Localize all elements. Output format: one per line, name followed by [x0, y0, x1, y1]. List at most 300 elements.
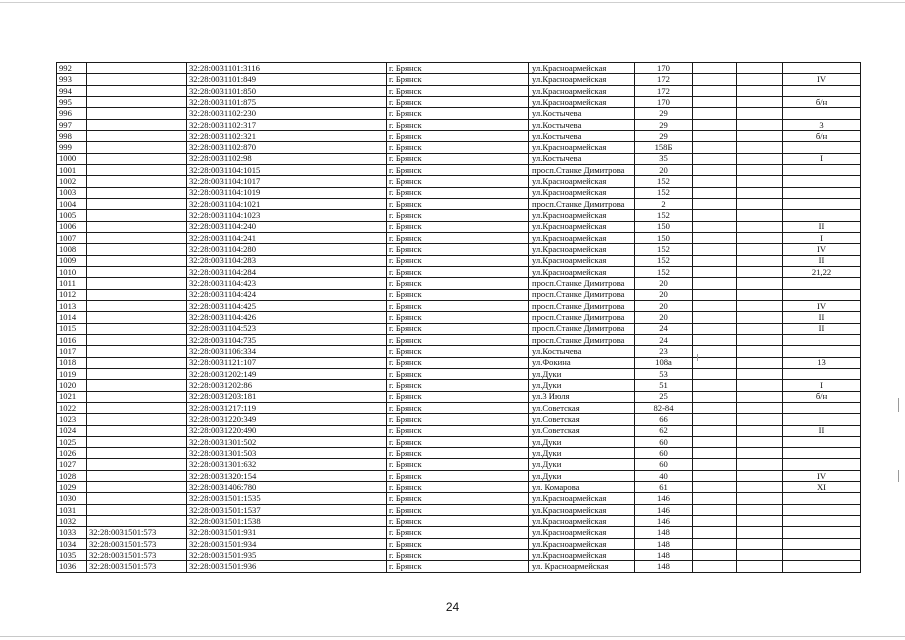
row-number-cell: 1036	[57, 561, 87, 572]
parent-cadastral-cell	[87, 368, 187, 379]
city-cell: г. Брянск	[387, 108, 529, 119]
house-number-cell: 148	[635, 527, 693, 538]
scan-mark	[898, 470, 899, 482]
table-row	[57, 74, 861, 85]
city-cell: г. Брянск	[387, 380, 529, 391]
city-cell: г. Брянск	[387, 221, 529, 232]
street-cell: ул.Дуки	[529, 459, 635, 470]
city-cell: г. Брянск	[387, 414, 529, 425]
empty-cell	[693, 561, 737, 572]
empty-cell	[737, 482, 783, 493]
room-number-cell	[783, 63, 861, 74]
house-number-cell: 62	[635, 425, 693, 436]
empty-cell	[693, 459, 737, 470]
empty-cell	[737, 198, 783, 209]
row-number-cell: 1006	[57, 221, 87, 232]
city-cell: г. Брянск	[387, 346, 529, 357]
empty-cell	[737, 504, 783, 515]
city-cell: г. Брянск	[387, 516, 529, 527]
cadastral-number-cell: 32:28:0031101:850	[187, 85, 387, 96]
city-cell: г. Брянск	[387, 323, 529, 334]
cadastral-number-cell: 32:28:0031203:181	[187, 391, 387, 402]
city-cell: г. Брянск	[387, 289, 529, 300]
city-cell: г. Брянск	[387, 493, 529, 504]
parent-cadastral-cell	[87, 198, 187, 209]
empty-cell	[693, 266, 737, 277]
empty-cell	[737, 323, 783, 334]
row-number-cell: 992	[57, 63, 87, 74]
city-cell: г. Брянск	[387, 425, 529, 436]
table-row	[57, 210, 861, 221]
parent-cadastral-cell	[87, 391, 187, 402]
row-number-cell: 1024	[57, 425, 87, 436]
empty-cell	[737, 346, 783, 357]
street-cell: ул.Костычева	[529, 346, 635, 357]
street-cell: ул.Дуки	[529, 448, 635, 459]
parent-cadastral-cell	[87, 244, 187, 255]
row-number-cell: 1001	[57, 164, 87, 175]
house-number-cell: 108а	[635, 357, 693, 368]
parent-cadastral-cell: 32:28:0031501:573	[87, 550, 187, 561]
table-row	[57, 130, 861, 141]
street-cell: ул.Дуки	[529, 470, 635, 481]
room-number-cell	[783, 368, 861, 379]
table-row	[57, 119, 861, 130]
room-number-cell	[783, 516, 861, 527]
table-row	[57, 176, 861, 187]
cadastral-number-cell: 32:28:0031101:849	[187, 74, 387, 85]
table-row	[57, 448, 861, 459]
table-row	[57, 357, 861, 368]
cadastral-number-cell: 32:28:0031106:334	[187, 346, 387, 357]
house-number-cell: 60	[635, 436, 693, 447]
cadastral-number-cell: 32:28:0031101:875	[187, 96, 387, 107]
house-number-cell: 152	[635, 255, 693, 266]
house-number-cell: 172	[635, 85, 693, 96]
cadastral-number-cell: 32:28:0031102:870	[187, 142, 387, 153]
row-number-cell: 1021	[57, 391, 87, 402]
room-number-cell	[783, 493, 861, 504]
city-cell: г. Брянск	[387, 459, 529, 470]
empty-cell	[693, 130, 737, 141]
room-number-cell	[783, 108, 861, 119]
cadastral-number-cell: 32:28:0031102:98	[187, 153, 387, 164]
parent-cadastral-cell	[87, 470, 187, 481]
empty-cell	[737, 119, 783, 130]
empty-cell	[693, 504, 737, 515]
row-number-cell: 1029	[57, 482, 87, 493]
empty-cell	[737, 425, 783, 436]
table-row	[57, 482, 861, 493]
house-number-cell: 148	[635, 550, 693, 561]
house-number-cell: 24	[635, 334, 693, 345]
house-number-cell: 60	[635, 448, 693, 459]
room-number-cell: 3	[783, 119, 861, 130]
cadastral-number-cell: 32:28:0031104:735	[187, 334, 387, 345]
city-cell: г. Брянск	[387, 312, 529, 323]
parent-cadastral-cell	[87, 516, 187, 527]
parent-cadastral-cell	[87, 266, 187, 277]
house-number-cell: 24	[635, 323, 693, 334]
street-cell: ул.Красноармейская	[529, 244, 635, 255]
table-row	[57, 414, 861, 425]
room-number-cell	[783, 198, 861, 209]
cadastral-number-cell: 32:28:0031104:241	[187, 232, 387, 243]
city-cell: г. Брянск	[387, 85, 529, 96]
row-number-cell: 998	[57, 130, 87, 141]
row-number-cell: 1031	[57, 504, 87, 515]
table-row	[57, 289, 861, 300]
cadastral-number-cell: 32:28:0031104:423	[187, 278, 387, 289]
row-number-cell: 1000	[57, 153, 87, 164]
row-number-cell: 1010	[57, 266, 87, 277]
empty-cell	[693, 164, 737, 175]
room-number-cell	[783, 402, 861, 413]
row-number-cell: 1028	[57, 470, 87, 481]
empty-cell	[693, 368, 737, 379]
table-row	[57, 108, 861, 119]
street-cell: ул. Красноармейская	[529, 561, 635, 572]
row-number-cell: 1011	[57, 278, 87, 289]
empty-cell	[693, 357, 737, 368]
room-number-cell	[783, 85, 861, 96]
room-number-cell	[783, 278, 861, 289]
city-cell: г. Брянск	[387, 130, 529, 141]
city-cell: г. Брянск	[387, 550, 529, 561]
empty-cell	[693, 346, 737, 357]
row-number-cell: 997	[57, 119, 87, 130]
street-cell: ул.Красноармейская	[529, 232, 635, 243]
house-number-cell: 29	[635, 108, 693, 119]
house-number-cell: 29	[635, 130, 693, 141]
house-number-cell: 150	[635, 221, 693, 232]
cadastral-number-cell: 32:28:0031501:931	[187, 527, 387, 538]
parent-cadastral-cell: 32:28:0031501:573	[87, 561, 187, 572]
room-number-cell	[783, 459, 861, 470]
city-cell: г. Брянск	[387, 334, 529, 345]
house-number-cell: 152	[635, 176, 693, 187]
row-number-cell: 1017	[57, 346, 87, 357]
empty-cell	[693, 402, 737, 413]
city-cell: г. Брянск	[387, 142, 529, 153]
empty-cell	[693, 312, 737, 323]
table-row	[57, 504, 861, 515]
street-cell: ул.Красноармейская	[529, 74, 635, 85]
empty-cell	[693, 538, 737, 549]
row-number-cell: 1030	[57, 493, 87, 504]
street-cell: ул.Костычева	[529, 119, 635, 130]
empty-cell	[737, 436, 783, 447]
cadastral-number-cell: 32:28:0031104:1019	[187, 187, 387, 198]
table-row	[57, 538, 861, 549]
table-row	[57, 391, 861, 402]
house-number-cell: 152	[635, 187, 693, 198]
house-number-cell: 146	[635, 493, 693, 504]
city-cell: г. Брянск	[387, 402, 529, 413]
house-number-cell: 152	[635, 266, 693, 277]
scan-mark	[898, 398, 899, 412]
empty-cell	[693, 255, 737, 266]
parent-cadastral-cell	[87, 425, 187, 436]
parent-cadastral-cell	[87, 448, 187, 459]
parent-cadastral-cell	[87, 414, 187, 425]
cadastral-number-cell: 32:28:0031301:632	[187, 459, 387, 470]
house-number-cell: 40	[635, 470, 693, 481]
cadastral-number-cell: 32:28:0031501:1537	[187, 504, 387, 515]
room-number-cell	[783, 414, 861, 425]
cadastral-number-cell: 32:28:0031104:1015	[187, 164, 387, 175]
house-number-cell: 146	[635, 504, 693, 515]
cadastral-number-cell: 32:28:0031202:86	[187, 380, 387, 391]
row-number-cell: 1027	[57, 459, 87, 470]
room-number-cell	[783, 142, 861, 153]
street-cell: ул.Красноармейская	[529, 538, 635, 549]
house-number-cell: 2	[635, 198, 693, 209]
empty-cell	[737, 130, 783, 141]
cadastral-number-cell: 32:28:0031102:317	[187, 119, 387, 130]
house-number-cell: 20	[635, 300, 693, 311]
room-number-cell: б/н	[783, 391, 861, 402]
city-cell: г. Брянск	[387, 278, 529, 289]
house-number-cell: 82-84	[635, 402, 693, 413]
table-row	[57, 402, 861, 413]
room-number-cell: I	[783, 232, 861, 243]
room-number-cell: IV	[783, 300, 861, 311]
city-cell: г. Брянск	[387, 63, 529, 74]
house-number-cell: 25	[635, 391, 693, 402]
table-row	[57, 527, 861, 538]
table-row	[57, 380, 861, 391]
empty-cell	[737, 357, 783, 368]
empty-cell	[737, 448, 783, 459]
empty-cell	[737, 63, 783, 74]
room-number-cell	[783, 504, 861, 515]
empty-cell	[737, 380, 783, 391]
parent-cadastral-cell	[87, 63, 187, 74]
city-cell: г. Брянск	[387, 266, 529, 277]
empty-cell	[737, 550, 783, 561]
row-number-cell: 1016	[57, 334, 87, 345]
row-number-cell: 1025	[57, 436, 87, 447]
empty-cell	[693, 63, 737, 74]
scan-mark	[697, 354, 698, 361]
empty-cell	[737, 334, 783, 345]
empty-cell	[737, 459, 783, 470]
empty-cell	[693, 85, 737, 96]
room-number-cell	[783, 176, 861, 187]
empty-cell	[693, 198, 737, 209]
street-cell: ул.Костычева	[529, 108, 635, 119]
street-cell: ул.Советская	[529, 425, 635, 436]
street-cell: ул.Красноармейская	[529, 255, 635, 266]
empty-cell	[737, 391, 783, 402]
empty-cell	[693, 74, 737, 85]
table-row	[57, 266, 861, 277]
cadastral-number-cell: 32:28:0031101:3116	[187, 63, 387, 74]
empty-cell	[737, 210, 783, 221]
house-number-cell: 53	[635, 368, 693, 379]
empty-cell	[693, 527, 737, 538]
room-number-cell: I	[783, 380, 861, 391]
city-cell: г. Брянск	[387, 96, 529, 107]
empty-cell	[693, 323, 737, 334]
city-cell: г. Брянск	[387, 164, 529, 175]
street-cell: просп.Станке Димитрова	[529, 289, 635, 300]
empty-cell	[737, 402, 783, 413]
empty-cell	[737, 153, 783, 164]
empty-cell	[737, 176, 783, 187]
street-cell: ул.Красноармейская	[529, 96, 635, 107]
table-row	[57, 232, 861, 243]
empty-cell	[693, 142, 737, 153]
street-cell: ул.Дуки	[529, 436, 635, 447]
table-row	[57, 142, 861, 153]
street-cell: ул.Красноармейская	[529, 527, 635, 538]
house-number-cell: 20	[635, 164, 693, 175]
room-number-cell	[783, 187, 861, 198]
street-cell: ул.Красноармейская	[529, 142, 635, 153]
empty-cell	[737, 164, 783, 175]
cadastral-number-cell: 32:28:0031104:425	[187, 300, 387, 311]
room-number-cell	[783, 561, 861, 572]
room-number-cell: II	[783, 323, 861, 334]
empty-cell	[693, 493, 737, 504]
room-number-cell: б/н	[783, 96, 861, 107]
cadastral-number-cell: 32:28:0031406:780	[187, 482, 387, 493]
street-cell: ул.3 Июля	[529, 391, 635, 402]
cadastral-number-cell: 32:28:0031301:503	[187, 448, 387, 459]
street-cell: ул.Советская	[529, 414, 635, 425]
room-number-cell	[783, 164, 861, 175]
house-number-cell: 146	[635, 516, 693, 527]
room-number-cell	[783, 550, 861, 561]
city-cell: г. Брянск	[387, 470, 529, 481]
empty-cell	[737, 516, 783, 527]
empty-cell	[737, 74, 783, 85]
house-number-cell: 66	[635, 414, 693, 425]
row-number-cell: 1023	[57, 414, 87, 425]
house-number-cell: 20	[635, 278, 693, 289]
parent-cadastral-cell	[87, 312, 187, 323]
empty-cell	[693, 176, 737, 187]
parent-cadastral-cell	[87, 187, 187, 198]
empty-cell	[737, 538, 783, 549]
cadastral-number-cell: 32:28:0031501:935	[187, 550, 387, 561]
empty-cell	[737, 289, 783, 300]
cadastral-number-cell: 32:28:0031104:1021	[187, 198, 387, 209]
parent-cadastral-cell	[87, 357, 187, 368]
empty-cell	[693, 391, 737, 402]
room-number-cell	[783, 538, 861, 549]
parent-cadastral-cell	[87, 142, 187, 153]
house-number-cell: 150	[635, 232, 693, 243]
empty-cell	[737, 96, 783, 107]
parent-cadastral-cell	[87, 210, 187, 221]
table-row	[57, 255, 861, 266]
table-row	[57, 187, 861, 198]
empty-cell	[693, 300, 737, 311]
table-row	[57, 334, 861, 345]
empty-cell	[693, 278, 737, 289]
table-row	[57, 425, 861, 436]
page-bottom-edge	[0, 636, 905, 637]
house-number-cell: 20	[635, 312, 693, 323]
room-number-cell: II	[783, 312, 861, 323]
city-cell: г. Брянск	[387, 153, 529, 164]
house-number-cell: 158Б	[635, 142, 693, 153]
table-row	[57, 164, 861, 175]
empty-cell	[737, 527, 783, 538]
street-cell: ул.Костычева	[529, 153, 635, 164]
row-number-cell: 1005	[57, 210, 87, 221]
cadastral-number-cell: 32:28:0031104:523	[187, 323, 387, 334]
house-number-cell: 170	[635, 96, 693, 107]
table-row	[57, 85, 861, 96]
parent-cadastral-cell	[87, 119, 187, 130]
room-number-cell: IV	[783, 74, 861, 85]
row-number-cell: 1013	[57, 300, 87, 311]
parent-cadastral-cell	[87, 334, 187, 345]
page-number: 24	[445, 600, 460, 614]
table-body	[57, 63, 861, 573]
cadastral-number-cell: 32:28:0031501:1538	[187, 516, 387, 527]
table-row	[57, 312, 861, 323]
empty-cell	[693, 119, 737, 130]
empty-cell	[737, 493, 783, 504]
parent-cadastral-cell	[87, 300, 187, 311]
cadastral-number-cell: 32:28:0031104:1017	[187, 176, 387, 187]
room-number-cell	[783, 448, 861, 459]
table-row	[57, 323, 861, 334]
house-number-cell: 61	[635, 482, 693, 493]
house-number-cell: 172	[635, 74, 693, 85]
city-cell: г. Брянск	[387, 244, 529, 255]
cadastral-number-cell: 32:28:0031220:490	[187, 425, 387, 436]
city-cell: г. Брянск	[387, 561, 529, 572]
street-cell: ул.Красноармейская	[529, 550, 635, 561]
cadastral-number-cell: 32:28:0031501:936	[187, 561, 387, 572]
street-cell: просп.Станке Димитрова	[529, 278, 635, 289]
row-number-cell: 1034	[57, 538, 87, 549]
room-number-cell: 13	[783, 357, 861, 368]
parent-cadastral-cell	[87, 346, 187, 357]
cadastral-number-cell: 32:28:0031202:149	[187, 368, 387, 379]
parent-cadastral-cell	[87, 402, 187, 413]
empty-cell	[737, 470, 783, 481]
table-row	[57, 278, 861, 289]
table-row	[57, 221, 861, 232]
empty-cell	[737, 278, 783, 289]
street-cell: ул.Костычева	[529, 130, 635, 141]
parent-cadastral-cell	[87, 504, 187, 515]
row-number-cell: 1019	[57, 368, 87, 379]
street-cell: ул.Красноармейская	[529, 493, 635, 504]
row-number-cell: 1018	[57, 357, 87, 368]
empty-cell	[737, 368, 783, 379]
city-cell: г. Брянск	[387, 368, 529, 379]
row-number-cell: 1015	[57, 323, 87, 334]
street-cell: ул.Красноармейская	[529, 63, 635, 74]
street-cell: просп.Станке Димитрова	[529, 300, 635, 311]
table-row	[57, 244, 861, 255]
city-cell: г. Брянск	[387, 119, 529, 130]
empty-cell	[737, 266, 783, 277]
empty-cell	[737, 561, 783, 572]
room-number-cell: IV	[783, 470, 861, 481]
empty-cell	[693, 380, 737, 391]
row-number-cell: 996	[57, 108, 87, 119]
row-number-cell: 1033	[57, 527, 87, 538]
